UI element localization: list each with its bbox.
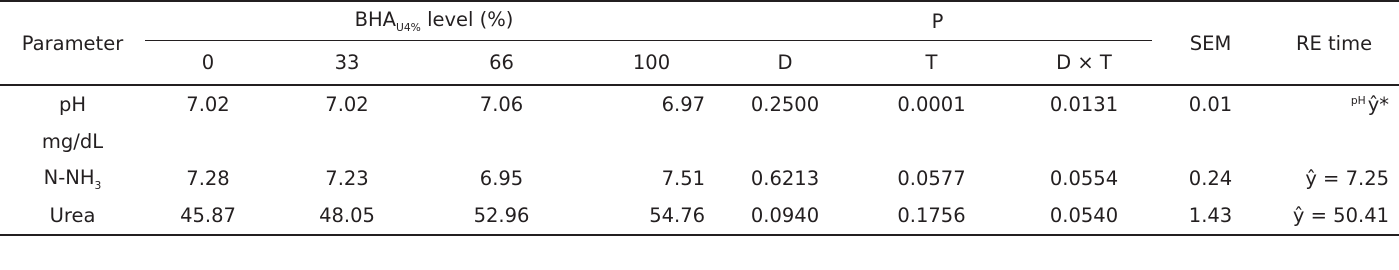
re-superscript: pH — [1350, 93, 1366, 107]
cell-level-33: 7.23 — [325, 167, 369, 190]
row-parameter: pH — [58, 93, 87, 116]
cell-level-66: 52.96 — [423, 197, 580, 235]
cell-p-t: 0.0577 — [897, 167, 966, 190]
cell-re-time: ŷ = 7.25 — [1305, 167, 1390, 190]
cell-level-33: 48.05 — [271, 197, 423, 235]
header-level-100: 100 — [580, 41, 723, 86]
row-parameter — [0, 160, 145, 197]
cell-re-time — [1269, 85, 1399, 123]
bha-suffix: level (%) — [420, 8, 514, 32]
table-row-urea — [0, 197, 1399, 235]
row-unit-label: mg/dL — [41, 130, 104, 153]
header-p-dxt: D × T — [1016, 41, 1152, 86]
re-equation: ŷ* — [1367, 93, 1390, 116]
header-level-66: 66 — [423, 41, 580, 86]
table-row-unit — [0, 123, 1399, 160]
row-parameter: Urea — [0, 197, 145, 235]
header-level-33: 33 — [271, 41, 423, 86]
header-parameter: Parameter — [0, 1, 145, 85]
cell-level-100: 6.97 — [661, 93, 706, 116]
header-re-time: RE time — [1269, 1, 1399, 85]
cell-level-100: 54.76 — [580, 197, 723, 235]
header-level-0: 0 — [145, 41, 271, 86]
cell-p-dxt: 0.0131 — [1049, 93, 1119, 116]
cell-level-0: 7.02 — [186, 93, 230, 116]
bha-subscript: U4% — [396, 20, 421, 34]
cell-p-dxt: 0.0554 — [1049, 167, 1119, 190]
header-row-1 — [0, 1, 1399, 41]
cell-sem: 1.43 — [1152, 197, 1269, 235]
nnh3-prefix: N-NH — [43, 165, 95, 189]
cell-level-100: 7.51 — [661, 167, 706, 190]
header-p: P — [723, 1, 1152, 41]
header-sem: SEM — [1152, 1, 1269, 85]
cell-sem: 0.24 — [1188, 167, 1233, 190]
cell-level-66: 6.95 — [479, 167, 524, 190]
header-bha-level — [145, 1, 723, 41]
cell-p-dxt: 0.0540 — [1016, 197, 1152, 235]
table-row-nnh3 — [0, 160, 1399, 197]
cell-re-time: ŷ = 50.41 — [1269, 197, 1399, 235]
table-row-ph — [0, 85, 1399, 123]
cell-p-t: 0.0001 — [897, 93, 966, 116]
cell-level-0: 7.28 — [186, 167, 230, 190]
cell-p-d: 0.2500 — [750, 93, 820, 116]
cell-sem: 0.01 — [1188, 93, 1233, 116]
cell-level-0: 45.87 — [145, 197, 271, 235]
nnh3-subscript: 3 — [94, 178, 102, 192]
header-p-t: T — [847, 41, 1016, 86]
bha-prefix: BHA — [354, 8, 397, 32]
cell-p-t: 0.1756 — [847, 197, 1016, 235]
cell-p-d: 0.0940 — [723, 197, 847, 235]
header-p-d: D — [723, 41, 847, 86]
cell-level-66: 7.06 — [479, 93, 524, 116]
cell-p-d: 0.6213 — [750, 167, 820, 190]
cell-level-33: 7.02 — [325, 93, 369, 116]
